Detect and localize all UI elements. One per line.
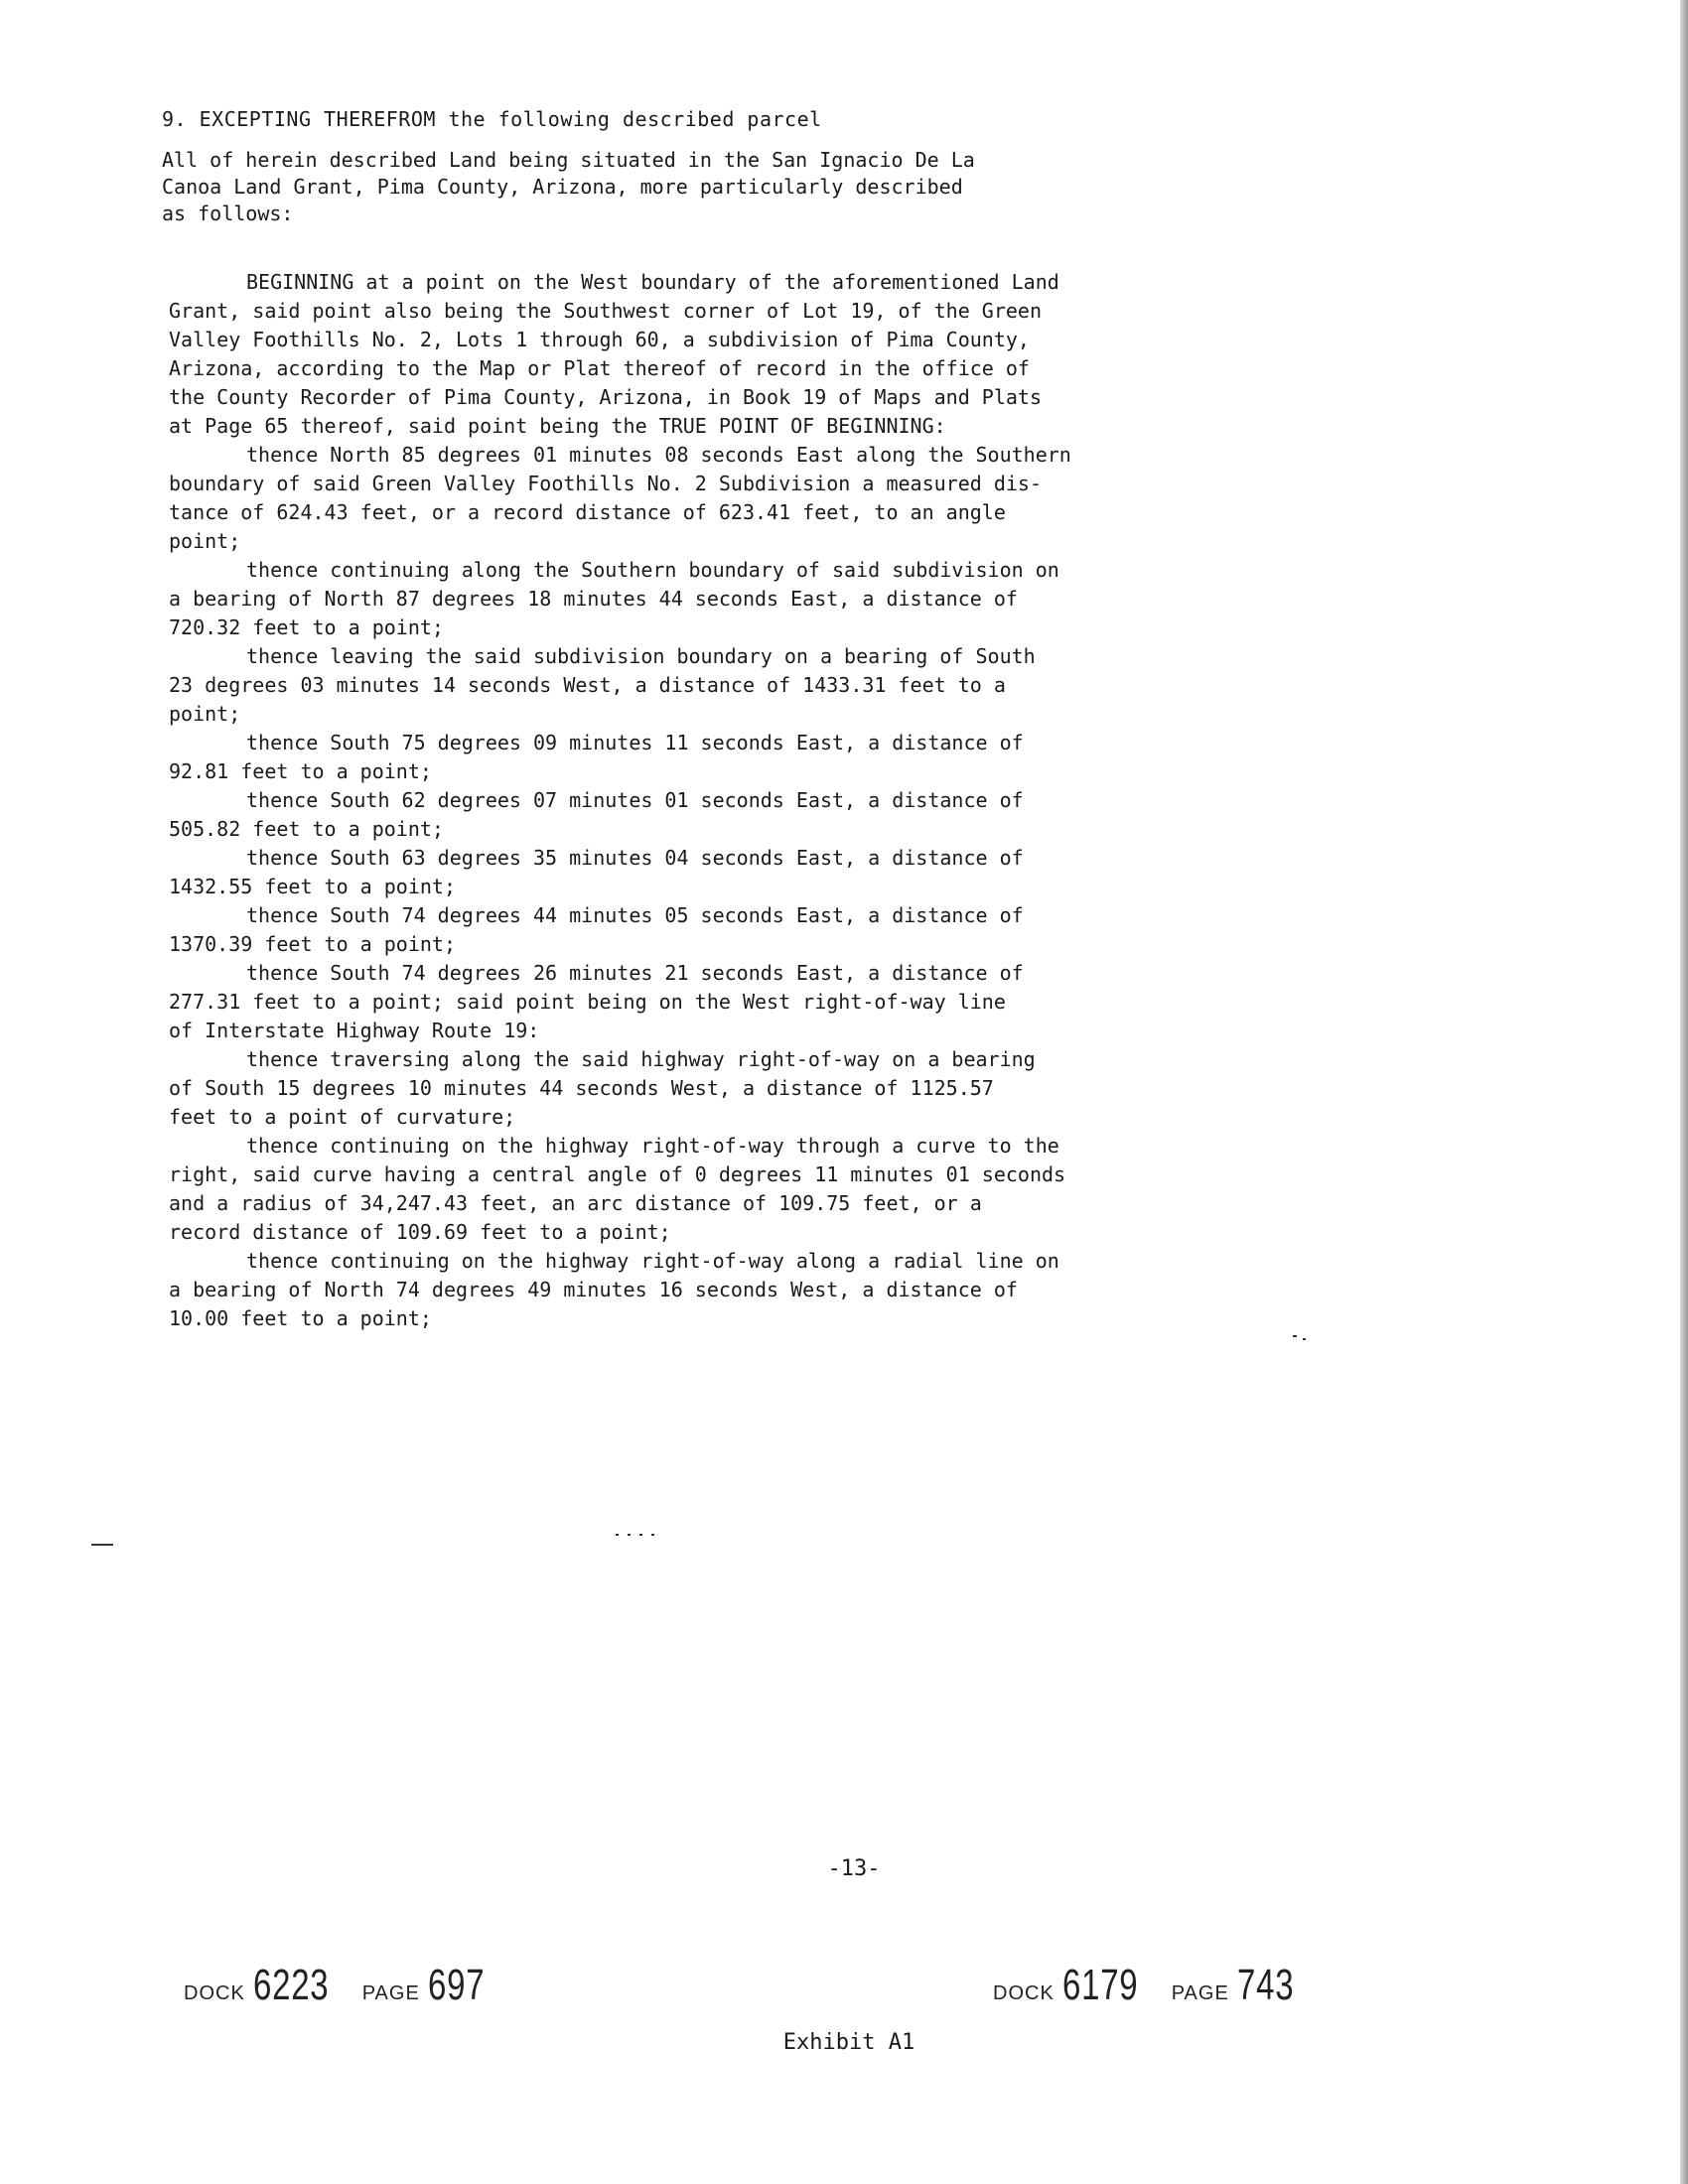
- scan-artifact: [651, 1534, 654, 1536]
- legal-description-line: thence continuing along the Southern boundary of said subdivision on: [246, 558, 1059, 582]
- legal-description-line: thence continuing on the highway right-of-way through a curve to the: [246, 1134, 1059, 1158]
- recording-stamp-left: [184, 1961, 503, 2010]
- intro-paragraph: [162, 147, 1204, 227]
- legal-description-line: thence South 62 degrees 07 minutes 01 seconds East, a distance of: [246, 788, 1024, 812]
- legal-description-line: 1432.55 feet to a point;: [169, 875, 456, 898]
- legal-description-line: thence South 74 degrees 44 minutes 05 seconds East, a distance of: [246, 903, 1024, 927]
- intro-line: All of herein described Land being situated in the San Ignacio De La: [162, 148, 975, 172]
- legal-description-line: right, said curve having a central angle of 0 degrees 11 minutes 01 seconds: [169, 1162, 1066, 1186]
- legal-description-line: Grant, said point also being the Southwest corner of Lot 19, of the Green: [169, 299, 1042, 323]
- legal-description-line: thence traversing along the said highway right-of-way on a bearing: [246, 1047, 1036, 1071]
- stamp-book-label: DOCK: [993, 1982, 1055, 2004]
- scan-artifact: [91, 1544, 113, 1546]
- legal-description-line: 277.31 feet to a point; said point being on the West right-of-way line: [169, 990, 1006, 1014]
- legal-description-line: feet to a point of curvature;: [169, 1105, 516, 1129]
- exhibit-label: Exhibit A1: [782, 2030, 915, 2055]
- stamp-page-number: 697: [427, 1961, 486, 2009]
- legal-description-line: 10.00 feet to a point;: [169, 1306, 432, 1330]
- intro-line: as follows:: [162, 202, 294, 225]
- legal-description-line: BEGINNING at a point on the West boundary of the aforementioned Land: [246, 270, 1059, 294]
- legal-description-line: tance of 624.43 feet, or a record distance of 623.41 feet, to an angle: [169, 500, 1006, 524]
- legal-description-line: 720.32 feet to a point;: [169, 615, 444, 639]
- scan-artifact: [1303, 1338, 1306, 1340]
- scan-artifact: [616, 1534, 619, 1536]
- intro-line: Canoa Land Grant, Pima County, Arizona, more particularly described: [162, 175, 963, 199]
- legal-description-line: of South 15 degrees 10 minutes 44 seconds West, a distance of 1125.57: [169, 1076, 994, 1100]
- legal-description: [169, 268, 1281, 1333]
- legal-description-line: thence South 75 degrees 09 minutes 11 seconds East, a distance of: [246, 731, 1024, 754]
- legal-description-line: Valley Foothills No. 2, Lots 1 through 60, a subdivision of Pima County,: [169, 328, 1030, 351]
- stamp-book-number: 6223: [252, 1961, 330, 2009]
- legal-description-line: 505.82 feet to a point;: [169, 817, 444, 841]
- scan-artifact: [639, 1534, 642, 1536]
- stamp-page-label: PAGE: [361, 1982, 420, 2004]
- legal-description-line: point;: [169, 529, 241, 553]
- legal-description-line: 1370.39 feet to a point;: [169, 932, 456, 956]
- stamp-book-label: DOCK: [184, 1982, 245, 2004]
- stamp-page-number: 743: [1236, 1961, 1295, 2009]
- legal-description-line: thence leaving the said subdivision boundary on a bearing of South: [246, 644, 1036, 668]
- legal-description-line: record distance of 109.69 feet to a point;: [169, 1220, 671, 1244]
- legal-description-line: a bearing of North 74 degrees 49 minutes 16 seconds West, a distance of: [169, 1278, 1018, 1301]
- stamp-page-label: PAGE: [1171, 1982, 1229, 2004]
- legal-description-line: thence North 85 degrees 01 minutes 08 seconds East along the Southern: [246, 443, 1071, 467]
- legal-description-line: point;: [169, 702, 241, 726]
- legal-description-line: 92.81 feet to a point;: [169, 759, 432, 783]
- legal-description-line: thence South 63 degrees 35 minutes 04 seconds East, a distance of: [246, 846, 1024, 870]
- legal-description-line: a bearing of North 87 degrees 18 minutes 44 seconds East, a distance of: [169, 587, 1018, 611]
- legal-description-line: at Page 65 thereof, said point being the TRUE POINT OF BEGINNING:: [169, 414, 946, 438]
- page-number: -13-: [827, 1856, 881, 1881]
- legal-description-line: thence continuing on the highway right-of-way along a radial line on: [246, 1249, 1059, 1273]
- legal-description-line: the County Recorder of Pima County, Arizona, in Book 19 of Maps and Plats: [169, 385, 1042, 409]
- legal-description-line: 23 degrees 03 minutes 14 seconds West, a distance of 1433.31 feet to a: [169, 673, 1006, 697]
- legal-description-line: and a radius of 34,247.43 feet, an arc distance of 109.75 feet, or a: [169, 1191, 982, 1215]
- legal-description-line: boundary of said Green Valley Foothills No. 2 Subdivision a measured dis-: [169, 472, 1042, 495]
- recording-stamp-right: [993, 1961, 1313, 2010]
- stamp-book-number: 6179: [1061, 1961, 1139, 2009]
- legal-description-line: thence South 74 degrees 26 minutes 21 seconds East, a distance of: [246, 961, 1024, 985]
- scan-artifact: [1293, 1335, 1297, 1337]
- section-heading: 9. EXCEPTING THEREFROM the following described parcel: [162, 107, 822, 131]
- legal-description-line: Arizona, according to the Map or Plat thereof of record in the office of: [169, 356, 1030, 380]
- legal-description-line: of Interstate Highway Route 19:: [169, 1019, 540, 1042]
- scan-artifact: [628, 1534, 631, 1536]
